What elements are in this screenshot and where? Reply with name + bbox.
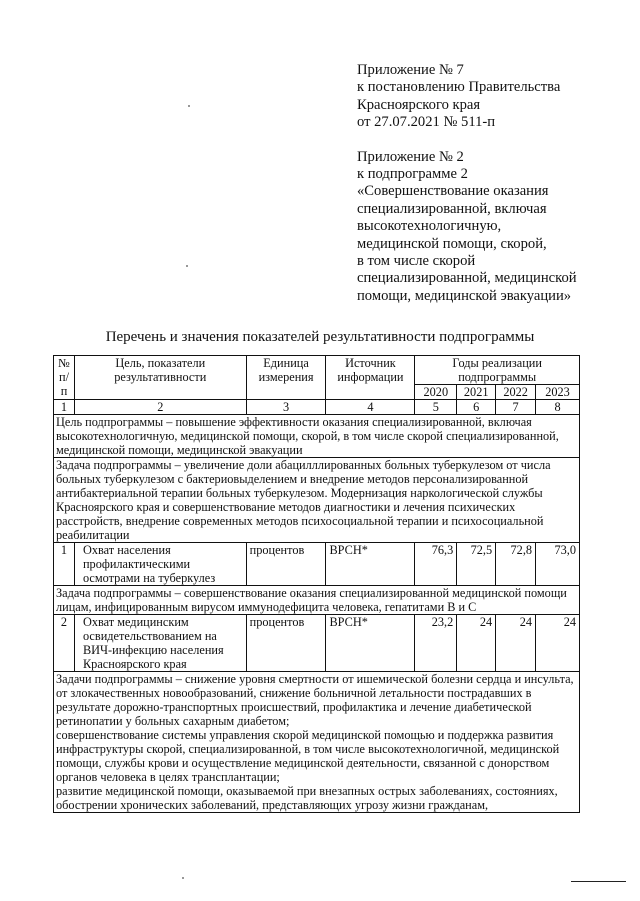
goal-row: Цель подпрограммы – повышение эффективности оказания специализированной, включая высокотехнологичную, медицинской помощи, скорой, в том числе скорой специализированной, медицинской помощи, медицинской эвакуации: [54, 415, 580, 458]
header-line: медицинской помощи, скорой,: [357, 235, 547, 252]
col-number: 6: [457, 400, 496, 415]
header-year: 2021: [457, 385, 496, 400]
header-line: к постановлению Правительства: [357, 79, 561, 96]
header-goal: Цель, показатели результативности: [74, 356, 246, 400]
document-header: [357, 62, 627, 305]
indicator-value: 24: [536, 615, 580, 672]
header-line: Приложение № 7: [357, 62, 464, 78]
table-row: [54, 543, 580, 586]
row-num: 1: [54, 543, 75, 586]
col-number: 4: [326, 400, 415, 415]
indicator-value: 76,3: [415, 543, 457, 586]
scan-speck: [182, 877, 184, 879]
header-year: 2020: [415, 385, 457, 400]
scan-speck: [186, 265, 188, 267]
col-number: 2: [74, 400, 246, 415]
header-years: Годы реализации подпрограммы: [415, 356, 580, 385]
col-number: 3: [246, 400, 326, 415]
page-title: Перечень и значения показателей результативности подпрограммы: [105, 329, 535, 345]
task-paragraph: развитие медицинской помощи, оказываемой при внезапных острых заболеваниях, состояниях, обострении хронических заболеваний, представляющих угрозу жизни гражданам,: [56, 784, 558, 812]
table-row: [54, 615, 580, 672]
row-num: 2: [54, 615, 75, 672]
indicator-value: 72,8: [496, 543, 536, 586]
header-year: 2022: [496, 385, 536, 400]
header-line: специализированной, медицинской: [357, 270, 577, 287]
header-unit: Единица измерения: [246, 356, 326, 400]
header-line: от 27.07.2021 № 511-п: [357, 114, 496, 131]
header-line: «Совершенствование оказания: [357, 183, 549, 200]
header-line: помощи, медицинской эвакуации»: [357, 287, 572, 304]
col-number: 8: [536, 400, 580, 415]
header-line: в том числе скорой: [357, 253, 476, 270]
indicator-value: 24: [496, 615, 536, 672]
col-number: 1: [54, 400, 75, 415]
indicator-value: 73,0: [536, 543, 580, 586]
task-paragraph: Задачи подпрограммы – снижение уровня смертности от ишемической болезни сердца и инсульта, от злокачественных новообразований, снижение больничной летальности пострадавших в результате дорожно-транспортных происшествий, профилактика и лечение диабетической ретинопатии у больных сахарным диабетом;: [56, 672, 574, 728]
indicator-unit: процентов: [246, 543, 326, 586]
header-line: высокотехнологичную,: [357, 218, 502, 235]
header-source: Источник информации: [326, 356, 415, 400]
indicator-unit: процентов: [246, 615, 326, 672]
header-line: Приложение № 2: [357, 148, 464, 165]
col-number: 7: [496, 400, 536, 415]
header-line: специализированной, включая: [357, 200, 547, 217]
indicator-value: 72,5: [457, 543, 496, 586]
col-number: 5: [415, 400, 457, 415]
indicator-source: ВРСН*: [326, 615, 415, 672]
task-row: [54, 672, 580, 813]
header-year: 2023: [536, 385, 580, 400]
scan-speck: [188, 105, 190, 107]
task-paragraph: совершенствование системы управления скорой медицинской помощью и поддержка развития инфраструктуры скорой, специализированной, в том числе высокотехнологичной, медицинской помощи, службы крови и осуществление медицинской деятельности, связанной с донорством органов человека в целях трансплантации;: [56, 728, 560, 784]
indicators-table: [53, 355, 580, 813]
footer-rule: [571, 881, 626, 882]
task-row: Задача подпрограммы – увеличение доли абацилллированных больных туберкулезом от числа больных туберкулезом с бактериовыделением и внедрение методов персонализированной антибактериальной терапии больных туберкулезом. Модернизация наркологической службы Красноярского края и совершенствование методов диагностики и лечения психических расстройств, внедрение современных методов психосоциальной терапии и психосоциальной реабилитации: [54, 458, 580, 543]
indicator-value: 24: [457, 615, 496, 672]
indicator-name: Охват населения профилактическими осмотрами на туберкулез: [74, 543, 246, 586]
task-row: Задача подпрограммы – совершенствование оказания специализированной медицинской помощи лицам, инфицированным вирусом иммунодефицита человека, гепатитами В и С: [54, 586, 580, 615]
header-num: № п/п: [54, 356, 75, 400]
indicator-name: Охват медицинским освидетельствованием на ВИЧ-инфекцию населения Красноярского края: [74, 615, 246, 672]
indicator-value: 23,2: [415, 615, 457, 672]
indicator-source: ВРСН*: [326, 543, 415, 586]
header-line: Красноярского края: [357, 96, 481, 113]
header-line: к подпрограмме 2: [357, 166, 468, 183]
